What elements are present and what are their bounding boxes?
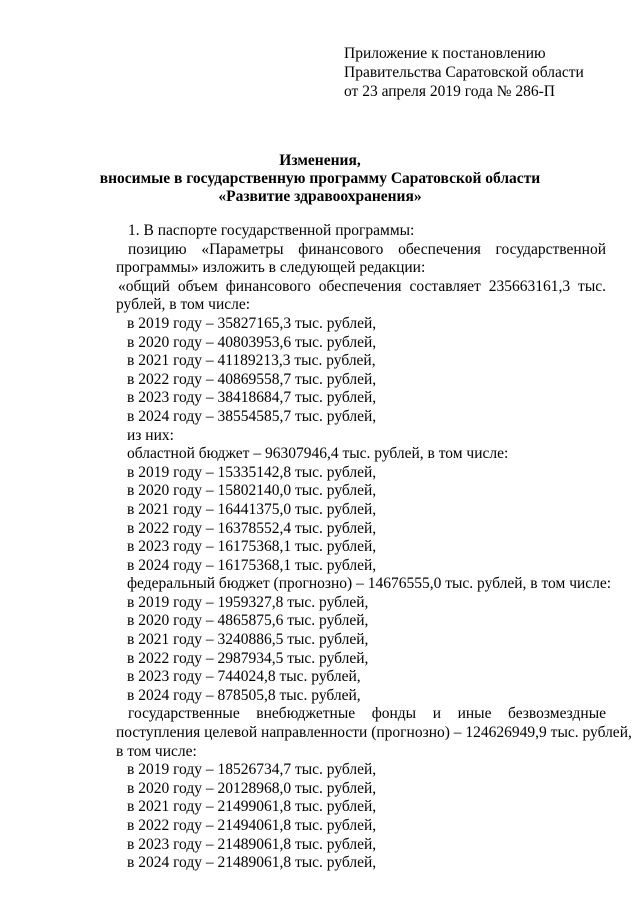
of-them-label: из них:	[127, 426, 174, 444]
funds-year-item: в 2020 году – 20128968,0 тыс. рублей,	[127, 779, 377, 797]
appendix-line: Приложение к постановлению	[344, 45, 546, 62]
total-paragraph-line: рублей, в том числе:	[116, 296, 251, 314]
document-body	[0, 222, 640, 873]
position-paragraph-line: программы» изложить в следующей редакции:	[116, 259, 426, 277]
federal-year-item: в 2021 году – 3240886,5 тыс. рублей,	[127, 631, 369, 649]
appendix-note	[344, 44, 584, 101]
extrabudgetary-funds-line: поступления целевой направленности (прогнозно) – 124626949,9 тыс. рублей,	[116, 724, 632, 742]
regional-year-item: в 2024 году – 16175368,1 тыс. рублей,	[127, 556, 377, 574]
heading-line: вносимые в государственную программу Саратовской области	[99, 170, 541, 187]
regional-year-item: в 2022 году – 16378552,4 тыс. рублей,	[127, 519, 377, 537]
point-1: 1. В паспорте государственной программы:	[128, 222, 415, 239]
regional-year-item: в 2021 году – 16441375,0 тыс. рублей,	[127, 500, 377, 518]
document-heading	[0, 152, 640, 206]
total-year-item: в 2021 году – 41189213,3 тыс. рублей,	[127, 352, 376, 370]
funds-year-item: в 2023 году – 21489061,8 тыс. рублей,	[127, 835, 377, 853]
appendix-line: Правительства Саратовской области	[344, 64, 584, 81]
position-paragraph-line: позицию «Параметры финансового обеспечения государственной	[128, 240, 606, 258]
appendix-line: от 23 апреля 2019 года № 286-П	[344, 83, 555, 100]
funds-year-item: в 2021 году – 21499061,8 тыс. рублей,	[127, 798, 377, 816]
total-paragraph-line: «общий объем финансового обеспечения составляет 235663161,3 тыс.	[118, 277, 606, 295]
federal-budget-line: федеральный бюджет (прогнозно) – 14676555,0 тыс. рублей, в том числе:	[127, 575, 612, 593]
regional-year-item: в 2020 году – 15802140,0 тыс. рублей,	[127, 482, 377, 500]
total-year-item: в 2019 году – 35827165,3 тыс. рублей,	[127, 314, 377, 332]
federal-year-item: в 2020 году – 4865875,6 тыс. рублей,	[127, 612, 369, 630]
total-year-item: в 2020 году – 40803953,6 тыс. рублей,	[127, 333, 377, 351]
federal-year-item: в 2022 году – 2987934,5 тыс. рублей,	[127, 649, 369, 667]
federal-year-item: в 2023 году – 744024,8 тыс. рублей,	[127, 668, 361, 686]
extrabudgetary-funds-line: в том числе:	[116, 742, 197, 760]
regional-budget-line: областной бюджет – 96307946,4 тыс. рублей, в том числе:	[127, 445, 509, 463]
total-year-item: в 2022 году – 40869558,7 тыс. рублей,	[127, 370, 377, 388]
total-year-item: в 2023 году – 38418684,7 тыс. рублей,	[127, 389, 377, 407]
funds-year-item: в 2019 году – 18526734,7 тыс. рублей,	[127, 761, 377, 779]
extrabudgetary-funds-line: государственные внебюджетные фонды и иные безвозмездные	[128, 705, 606, 723]
regional-year-item: в 2019 году – 15335142,8 тыс. рублей,	[127, 463, 377, 481]
total-year-item: в 2024 году – 38554585,7 тыс. рублей,	[127, 407, 377, 425]
federal-year-item: в 2019 году – 1959327,8 тыс. рублей,	[127, 593, 369, 611]
heading-line: Изменения,	[279, 152, 361, 169]
heading-line: «Развитие здравоохранения»	[218, 188, 422, 205]
regional-year-item: в 2023 году – 16175368,1 тыс. рублей,	[127, 538, 377, 556]
funds-year-item: в 2022 году – 21494061,8 тыс. рублей,	[127, 817, 377, 834]
federal-year-item: в 2024 году – 878505,8 тыс. рублей,	[127, 686, 361, 704]
funds-year-item: в 2024 году – 21489061,8 тыс. рублей,	[127, 854, 377, 872]
